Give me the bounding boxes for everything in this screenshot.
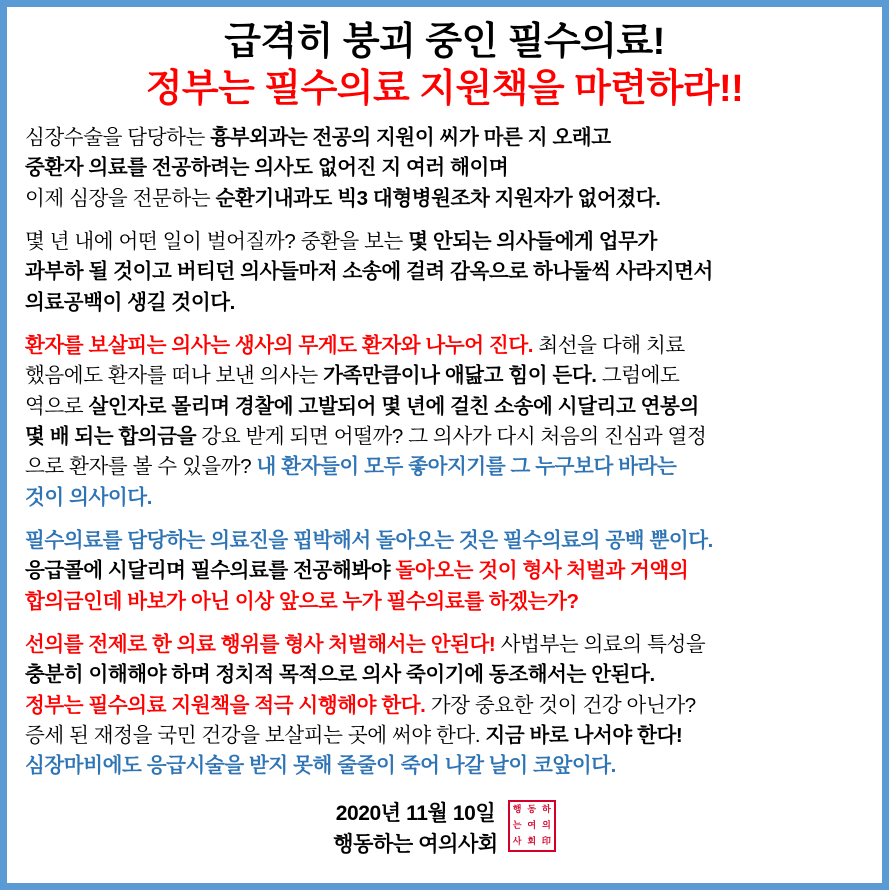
seal-char-2: 동 <box>527 804 537 815</box>
p5-seg-7: 지금 바로 나서야 한다! <box>485 724 683 747</box>
p2-seg-1: 몇 년 내에 어떤 일이 벌어질까? 중환을 보는 <box>25 230 409 254</box>
p5-seg-3: 충분히 이해해야 하며 정치적 목적으로 의사 죽이기에 동조해서는 안된다. <box>25 663 655 687</box>
p4-seg-1: 필수의료를 담당하는 의료진을 핍박해서 돌아오는 것은 필수의료의 공백 뿐이다. <box>25 529 713 553</box>
seal-char-5: 여 <box>527 820 537 831</box>
p5-seg-1: 선의를 전제로 한 의료 행위를 형사 처벌해서는 안된다! <box>25 633 496 657</box>
poster-title <box>25 21 864 110</box>
seal-char-8: 회 <box>527 836 537 847</box>
poster-content <box>7 7 882 883</box>
p2-seg-2: 몇 안되는 의사들에게 업무가 <box>408 230 657 254</box>
paragraph-4 <box>25 526 864 617</box>
p3-seg-9: 강요 받게 되면 어떨까? 그 의사가 다시 처음의 진심과 열정 <box>196 425 707 449</box>
p2-seg-4: 의료공백이 생길 것이다. <box>25 290 235 314</box>
paragraph-3 <box>25 331 864 513</box>
p3-seg-7: 살인자로 몰리며 경찰에 고발되어 몇 년에 걸친 소송에 시달리고 연봉의 <box>88 394 699 418</box>
p1-seg-1: 심장수술을 담당하는 <box>25 126 211 150</box>
footer-date: 2020년 11월 10일 <box>335 801 496 825</box>
seal-char-7: 사 <box>512 836 522 847</box>
p4-seg-2: 응급콜에 시달리며 필수의료를 전공해봐야 <box>25 559 396 583</box>
title-line-2: 정부는 필수의료 지원책을 마련하라!! <box>145 67 744 110</box>
p3-seg-11: 내 환자들이 모두 좋아지기를 그 누구보다 바라는 <box>256 455 677 479</box>
seal-char-9: 印 <box>541 836 551 847</box>
paragraph-2 <box>25 227 864 318</box>
p5-seg-4: 정부는 필수의료 지원책을 적극 시행해야 한다. <box>25 693 426 717</box>
p5-seg-5: 가장 중요한 것이 건강 아닌가? <box>425 693 696 717</box>
seal-char-4: 는 <box>512 820 522 831</box>
p3-seg-6: 역으로 <box>25 394 89 418</box>
p3-seg-1: 환자를 보살피는 의사는 생사의 무게도 환자와 나누어 진다. <box>25 334 534 358</box>
p1-seg-3: 중환자 의료를 전공하려는 의사도 없어진 지 여러 해이며 <box>25 156 509 180</box>
p2-seg-3: 과부하 될 것이고 버티던 의사들마저 소송에 걸려 감옥으로 하나둘씩 사라지면서 <box>25 260 713 284</box>
p3-seg-5: 그럼에도 <box>596 364 680 388</box>
p4-seg-3: 돌아오는 것이 형사 처벌과 거액의 <box>395 559 689 583</box>
p3-seg-3: 했음에도 환자를 떠나 보낸 의사는 <box>25 364 324 388</box>
footer-organization: 행동하는 여의사회 <box>333 833 498 857</box>
p3-seg-12: 것이 의사이다. <box>25 485 153 509</box>
p4-seg-4: 합의금인데 바보가 아닌 이상 앞으로 누가 필수의료를 하겠는가? <box>25 589 579 613</box>
p5-seg-8: 심장마비에도 응급시술을 받지 못해 줄줄이 죽어 나갈 날이 코앞이다. <box>25 754 616 778</box>
p3-seg-8: 몇 배 되는 합의금을 <box>25 425 197 449</box>
paragraph-5 <box>25 630 864 782</box>
poster-footer <box>25 798 864 861</box>
seal-stamp-icon <box>508 800 556 852</box>
p5-seg-2: 사법부는 의료의 특성을 <box>495 633 706 657</box>
p5-seg-6: 증세 된 재정을 국민 건강을 보살피는 곳에 써야 한다. <box>25 724 486 747</box>
p3-seg-10: 으로 환자를 볼 수 있을까? <box>25 455 257 479</box>
p3-seg-4: 가족만큼이나 애닲고 힘이 든다. <box>323 364 597 388</box>
p1-seg-2: 흉부외과는 전공의 지원이 씨가 마른 지 오래고 <box>210 126 611 150</box>
p1-seg-4: 이제 심장을 전문하는 <box>25 186 216 210</box>
paragraph-1 <box>25 123 864 214</box>
title-line-1: 급격히 붕괴 중인 필수의료! <box>224 21 665 63</box>
p3-seg-2: 최선을 다해 치료 <box>533 334 685 358</box>
seal-char-1: 행 <box>512 804 522 815</box>
seal-char-6: 의 <box>542 820 551 831</box>
seal-char-3: 하 <box>542 804 551 815</box>
footer-text-block <box>333 798 498 861</box>
p1-seg-5: 순환기내과도 빅3 대형병원조차 지원자가 없어졌다. <box>215 186 661 210</box>
